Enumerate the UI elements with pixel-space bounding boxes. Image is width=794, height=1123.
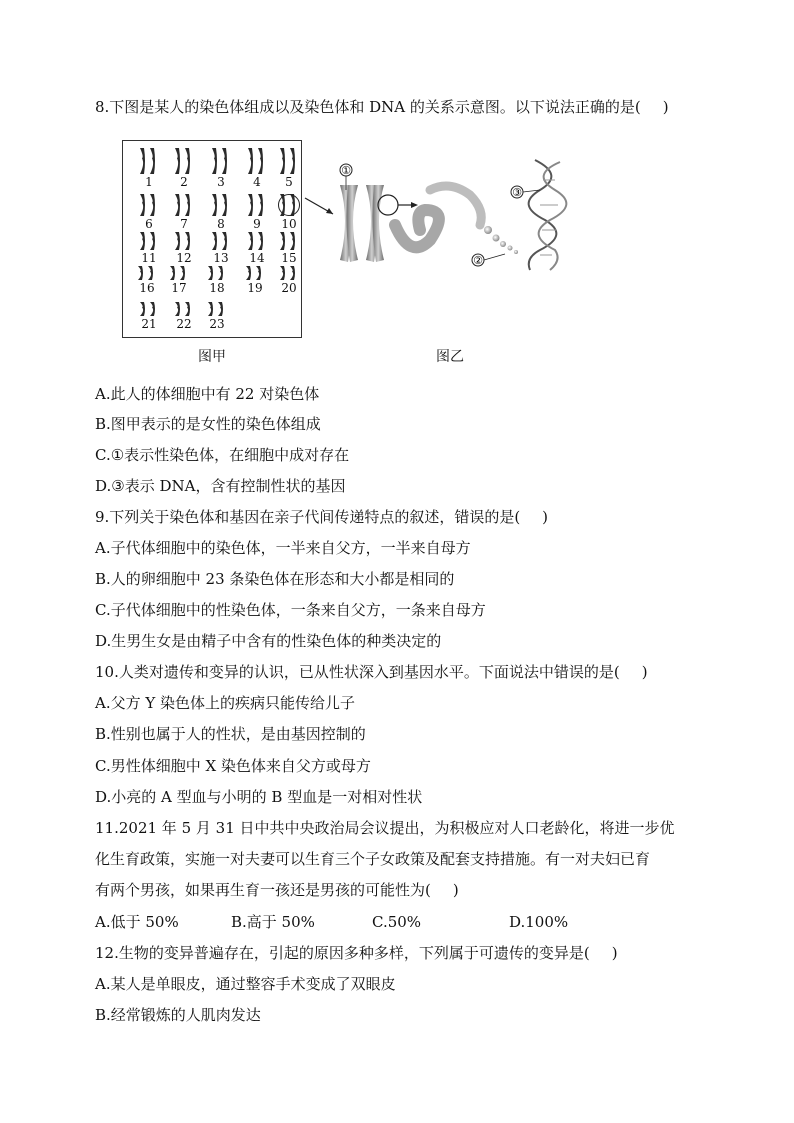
karyotype-figure bbox=[122, 140, 302, 338]
chromosome-pair-icon bbox=[167, 265, 191, 281]
chromosome-5 bbox=[275, 147, 303, 189]
chromosome-pair-icon bbox=[137, 231, 161, 251]
chromosome-pair-icon bbox=[245, 231, 269, 251]
chromosome-20 bbox=[275, 265, 303, 295]
q10-option-b: B.性别也属于人的性状，是由基因控制的 bbox=[95, 725, 366, 743]
chromosome-pair-icon bbox=[245, 193, 269, 217]
q8-option-c: C.①表示性染色体，在细胞中成对存在 bbox=[95, 446, 350, 464]
chromosome-2 bbox=[170, 147, 198, 189]
chromosome-pair-illustration bbox=[340, 185, 384, 262]
chromosome-pair-icon bbox=[137, 301, 161, 317]
chromosome-number: 12 bbox=[176, 251, 192, 265]
chromosome-8 bbox=[207, 193, 235, 231]
chromosome-pair-icon bbox=[209, 147, 233, 175]
chromosome-number: 11 bbox=[141, 251, 157, 265]
chromosome-12 bbox=[170, 231, 198, 265]
chromosome-18 bbox=[203, 265, 231, 295]
q8-option-b: B.图甲表示的是女性的染色体组成 bbox=[95, 415, 321, 433]
q9-stem: 9.下列关于染色体和基因在亲子代间传递特点的叙述，错误的是( ) bbox=[95, 508, 549, 526]
chromosome-number: 20 bbox=[281, 281, 297, 295]
chromosome-4 bbox=[243, 147, 271, 189]
coiled-chromatin bbox=[395, 186, 481, 247]
nucleosome-beads bbox=[484, 226, 518, 254]
chromosome-number: 3 bbox=[217, 175, 225, 189]
q9-option-a: A.子代体细胞中的染色体，一半来自父方，一半来自母方 bbox=[95, 539, 471, 557]
label-1: ① bbox=[341, 164, 351, 177]
figure-yi-caption: 图乙 bbox=[436, 349, 464, 365]
chromosome-17 bbox=[165, 265, 193, 295]
chromosome-number: 23 bbox=[209, 317, 225, 331]
chromosome-3 bbox=[207, 147, 235, 189]
chromosome-6 bbox=[135, 193, 163, 231]
chromosome-pair-icon bbox=[135, 265, 159, 281]
chromosome-pair-icon bbox=[205, 265, 229, 281]
label-2: ② bbox=[473, 254, 483, 267]
chromosome-number: 14 bbox=[249, 251, 265, 265]
q10-option-a: A.父方 Y 染色体上的疾病只能传给儿子 bbox=[95, 694, 356, 712]
chromosome-pair-icon bbox=[277, 231, 301, 251]
chromosome-14 bbox=[243, 231, 271, 265]
chromosome-pair-icon bbox=[277, 265, 301, 281]
q9-option-d: D.生男生女是由精子中含有的性染色体的种类决定的 bbox=[95, 632, 442, 650]
q12-stem: 12.生物的变异普遍存在，引起的原因多种多样，下列属于可遗传的变异是( ) bbox=[95, 944, 618, 962]
chromosome-pair-icon bbox=[209, 193, 233, 217]
q8-stem: 8.下图是某人的染色体组成以及染色体和 DNA 的关系示意图。以下说法正确的是( ) bbox=[95, 98, 669, 116]
q11-stem-line2: 化生育政策，实施一对夫妻可以生育三个子女政策及配套支持措施。有一对夫妇已育 bbox=[95, 850, 651, 868]
chromosome-pair-icon bbox=[209, 231, 233, 251]
q8-option-d: D.③表示 DNA，含有控制性状的基因 bbox=[95, 477, 346, 495]
chromosome-7 bbox=[170, 193, 198, 231]
chromosome-pair-icon bbox=[172, 193, 196, 217]
chromosome-1 bbox=[135, 147, 163, 189]
chromosome-number: 21 bbox=[141, 317, 157, 331]
highlight-circle bbox=[278, 194, 300, 216]
chromosome-number: 9 bbox=[253, 217, 261, 231]
chromosome-pair-icon bbox=[172, 147, 196, 175]
zoom-circle bbox=[378, 195, 398, 215]
chromosome-number: 10 bbox=[281, 217, 297, 231]
chromosome-pair-icon bbox=[243, 265, 267, 281]
q9-option-b: B.人的卵细胞中 23 条染色体在形态和大小都是相同的 bbox=[95, 570, 455, 588]
q11-option-c: C.50% bbox=[372, 913, 422, 931]
chromosome-number: 8 bbox=[217, 217, 225, 231]
chromosome-pair-icon bbox=[172, 301, 196, 317]
q10-option-d: D.小亮的 A 型血与小明的 B 型血是一对相对性状 bbox=[95, 788, 423, 806]
chromosome-number: 5 bbox=[285, 175, 293, 189]
chromosome-9 bbox=[243, 193, 271, 231]
chromosome-pair-icon bbox=[205, 301, 229, 317]
chromosome-pair-icon bbox=[137, 147, 161, 175]
chromosome-pair-icon bbox=[245, 147, 269, 175]
chromosome-number: 1 bbox=[145, 175, 153, 189]
q9-option-c: C.子代体细胞中的性染色体，一条来自父方，一条来自母方 bbox=[95, 601, 486, 619]
q11-option-a: A.低于 50% bbox=[95, 913, 179, 931]
chromosome-number: 16 bbox=[139, 281, 155, 295]
chromosome-dna-diagram bbox=[300, 150, 580, 280]
chromosome-19 bbox=[241, 265, 269, 295]
chromosome-number: 22 bbox=[176, 317, 192, 331]
chromosome-number: 18 bbox=[209, 281, 225, 295]
figure-jia-caption: 图甲 bbox=[198, 349, 226, 365]
chromosome-22 bbox=[170, 301, 198, 331]
chromosome-15 bbox=[275, 231, 303, 265]
q10-option-c: C.男性体细胞中 X 染色体来自父方或母方 bbox=[95, 757, 371, 775]
chromosome-16 bbox=[133, 265, 161, 295]
q10-stem: 10.人类对遗传和变异的认识，已从性状深入到基因水平。下面说法中错误的是( ) bbox=[95, 663, 648, 681]
chromosome-number: 7 bbox=[180, 217, 188, 231]
chromosome-number: 6 bbox=[145, 217, 153, 231]
chromosome-21 bbox=[135, 301, 163, 331]
q11-option-b: B.高于 50% bbox=[231, 913, 315, 931]
q11-options bbox=[95, 912, 695, 932]
q12-option-a: A.某人是单眼皮，通过整容手术变成了双眼皮 bbox=[95, 975, 396, 993]
chromosome-number: 19 bbox=[247, 281, 263, 295]
q11-stem-line1: 11.2021 年 5 月 31 日中共中央政治局会议提出，为积极应对人口老龄化，将进一步优 bbox=[95, 819, 675, 837]
q11-stem-line3: 有两个男孩，如果再生育一孩还是男孩的可能性为( ) bbox=[95, 881, 459, 899]
chromosome-pair-icon bbox=[172, 231, 196, 251]
chromosome-number: 17 bbox=[171, 281, 187, 295]
dna-helix bbox=[529, 160, 567, 270]
chromosome-number: 13 bbox=[213, 251, 229, 265]
q8-option-a: A.此人的体细胞中有 22 对染色体 bbox=[95, 385, 320, 403]
chromosome-11 bbox=[135, 231, 163, 265]
chromosome-23 bbox=[203, 301, 231, 331]
chromosome-13 bbox=[207, 231, 235, 265]
chromosome-number: 15 bbox=[281, 251, 297, 265]
q12-option-b: B.经常锻炼的人肌肉发达 bbox=[95, 1006, 261, 1024]
q11-option-d: D.100% bbox=[509, 913, 569, 931]
chromosome-pair-icon bbox=[137, 193, 161, 217]
chromosome-pair-icon bbox=[277, 147, 301, 175]
chromosome-number: 4 bbox=[253, 175, 261, 189]
label-3: ③ bbox=[512, 186, 522, 199]
chromosome-number: 2 bbox=[180, 175, 188, 189]
